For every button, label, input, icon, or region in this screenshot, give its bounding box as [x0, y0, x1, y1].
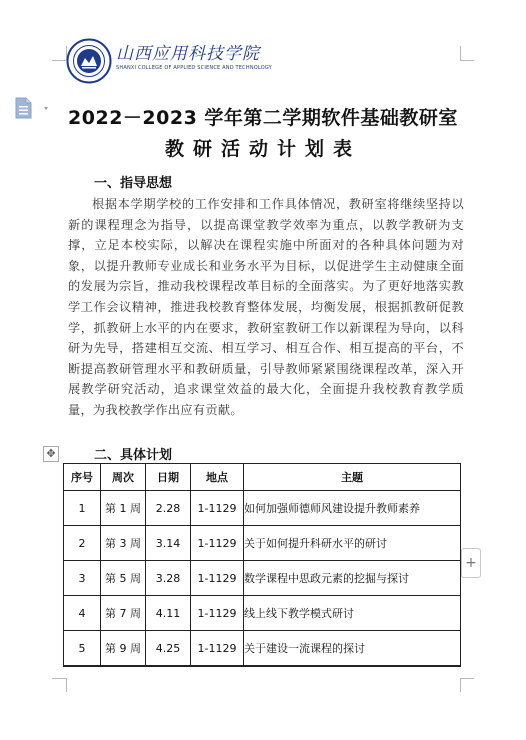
section-heading-guiding-ideology: 一、指导思想: [94, 176, 173, 191]
document-title: 2022－2023 学年第二学期软件基础教研室: [68, 107, 458, 129]
cell-location: 1-1129: [191, 561, 244, 596]
cell-topic: 线上线下教学模式研讨: [244, 596, 461, 631]
cell-week: 第 3 周: [101, 526, 146, 561]
header-week: 周次: [101, 464, 146, 491]
crop-mark-br-h: [460, 678, 474, 679]
cell-location: 1-1129: [191, 631, 244, 667]
cell-topic: 如何加强师德师风建设提升教师素养: [244, 491, 461, 526]
crop-mark-tr-v: [460, 46, 461, 60]
crop-mark-tr-h: [460, 60, 474, 61]
school-logo: [66, 38, 112, 84]
cell-location: 1-1129: [191, 596, 244, 631]
table-row: [64, 596, 461, 631]
document-subtitle: 教研活动计划表: [164, 138, 361, 160]
cell-week: 第 1 周: [101, 491, 146, 526]
cell-index: 5: [64, 631, 101, 667]
cell-date: 3.28: [146, 561, 191, 596]
logo-english-name: SHANXI COLLEGE OF APPLIED SCIENCE AND TECHNOLOGY: [116, 65, 272, 71]
cell-week: 第 7 周: [101, 596, 146, 631]
cell-date: 4.25: [146, 631, 191, 667]
table-row: [64, 491, 461, 526]
cell-date: 2.28: [146, 491, 191, 526]
header-date: 日期: [146, 464, 191, 491]
guiding-ideology-paragraph: 根据本学期学校的工作安排和工作具体情况，教研室将继续坚持以新的课程理念为指导，以提高课堂教学效率为重点，以教学教研为支撑，立足本校实际，以解决在课程实施中所面对的各种具体问题为对象，以提升教师专业成长和业务水平为目标，以促进学生主动健康全面的发展为宗旨，推动我校课程改革目标的全面落实。为了更好地落实教学工作会议精神，推进我校教育整体发展，均衡发展，根据抓教研促教学，抓教研上水平的内在要求，教研室教研工作以新课程为导向，以科研为先导，搭建相互交流、相互学习、相互合作、相互提高的平台，不断提高教研管理水平和教研质量，引导教师紧紧围绕课程改革，深入开展教学研究活动，追求课堂效益的最大化，全面提升我校教育教学质量，为我校教学作出应有贡献。: [68, 197, 464, 417]
logo-wordmark: [116, 44, 296, 71]
table-header-row: [64, 464, 461, 491]
crop-mark-bl-h: [52, 678, 66, 679]
table-row: [64, 631, 461, 667]
cell-index: 1: [64, 491, 101, 526]
crop-mark-bl-v: [66, 678, 67, 692]
crop-mark-br-v: [460, 678, 461, 692]
table-move-handle-icon[interactable]: ✥: [43, 446, 59, 462]
header-index: 序号: [64, 464, 101, 491]
cell-date: 4.11: [146, 596, 191, 631]
crop-mark-tl-h: [52, 60, 66, 61]
table-row: [64, 526, 461, 561]
cell-topic: 关于如何提升科研水平的研讨: [244, 526, 461, 561]
cell-week: 第 9 周: [101, 631, 146, 667]
cell-location: 1-1129: [191, 526, 244, 561]
table-row: [64, 561, 461, 596]
header-location: 地点: [191, 464, 244, 491]
cell-index: 2: [64, 526, 101, 561]
section-heading-specific-plan: 二、具体计划: [94, 448, 173, 463]
cell-date: 3.14: [146, 526, 191, 561]
cell-topic: 关于建设一流课程的探讨: [244, 631, 461, 667]
add-column-plus-icon[interactable]: +: [461, 548, 481, 578]
cell-week: 第 5 周: [101, 561, 146, 596]
activity-plan-table: [63, 463, 461, 667]
logo-chinese-name: 山西应用科技学院: [116, 44, 260, 64]
cell-index: 3: [64, 561, 101, 596]
cell-location: 1-1129: [191, 491, 244, 526]
header-topic: 主题: [244, 464, 461, 491]
cell-index: 4: [64, 596, 101, 631]
cell-topic: 数学课程中思政元素的挖掘与探讨: [244, 561, 461, 596]
